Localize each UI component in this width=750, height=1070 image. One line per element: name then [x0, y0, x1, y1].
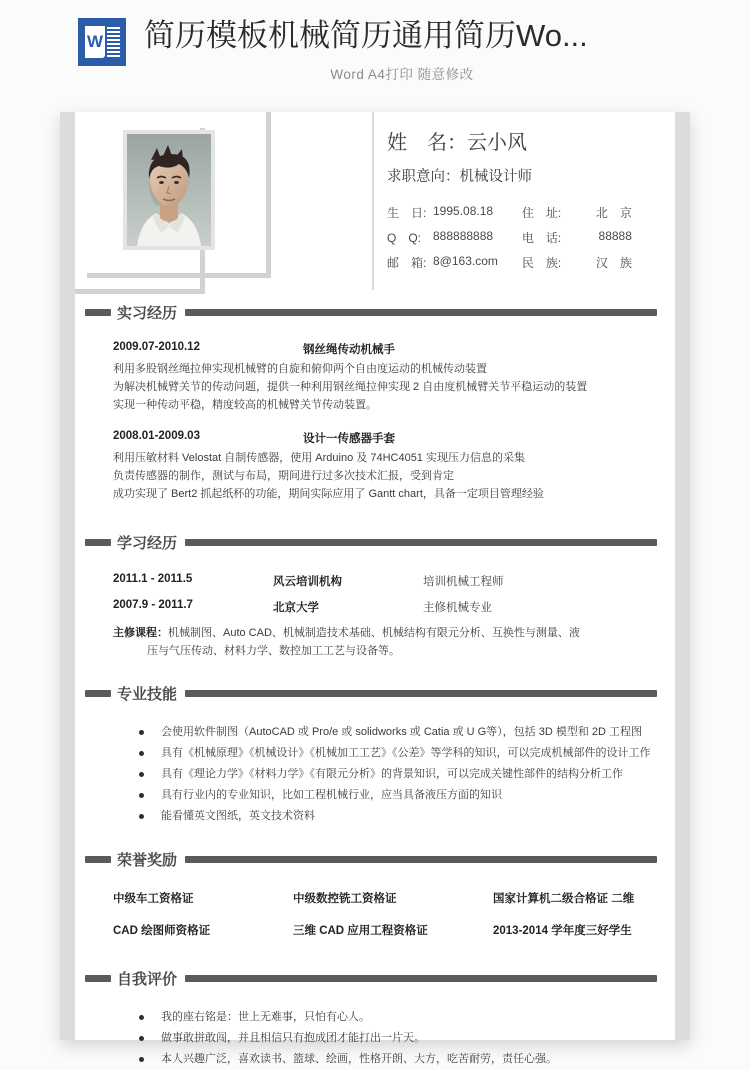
birthday-label: 生 日:: [387, 206, 427, 220]
education-row: [113, 599, 653, 615]
section-title: 专业技能: [117, 685, 178, 703]
list-item: 具有行业内的专业知识，比如工程机械行业，应当具备液压方面的知识: [139, 785, 653, 806]
courses-line-1: 机械制图、Auto CAD、机械制造技术基础、机械结构有限元分析、互换性与测量、液: [168, 626, 580, 639]
list-item: 具有《机械原理》《机械设计》《机械加工工艺》《公差》等学科的知识，可以完成机械部件的设计工作: [139, 743, 653, 764]
experience-item: [113, 341, 653, 414]
spacer: [75, 553, 675, 573]
courses-label: 主修课程：: [113, 626, 168, 639]
education-date: 2007.9 - 2011.7: [113, 598, 193, 611]
experience-line: 成功实现了 Bert2 抓起纸杯的功能，期间实际应用了 Gantt chart，具备一定项目管理经验: [113, 488, 544, 501]
experience-role: 设计一传感器手套: [303, 433, 395, 446]
section-body-honors: [75, 890, 675, 938]
honor-cell: CAD 绘图师资格证: [113, 925, 211, 938]
section-bar: [185, 975, 657, 982]
section-bar: [185, 309, 657, 316]
education-major: 主修机械专业: [423, 601, 492, 614]
list-item: 具有《理论力学》《材料力学》《有限元分析》的背景知识，可以完成关键性部件的结构分析工作: [139, 764, 653, 785]
section-education: [75, 532, 675, 661]
name-label: 姓 名：: [387, 132, 467, 154]
honors-row: [113, 890, 653, 906]
word-icon-lines: [107, 27, 120, 57]
section-body-education: [75, 573, 675, 661]
section-dash-icon: [85, 309, 111, 316]
list-item: 本人兴趣广泛，喜欢读书、篮球、绘画，性格开朗、大方，吃苦耐劳，责任心强。: [139, 1049, 653, 1070]
profile-photo: [123, 130, 215, 250]
personal-info-block: [387, 126, 667, 279]
experience-line: 利用多股钢丝绳拉伸实现机械臂的自旋和俯仰两个自由度运动的机械传动装置: [113, 363, 487, 375]
ethnicity-value: 汉 族: [595, 256, 632, 270]
spacer: [75, 989, 675, 1007]
section-header-internship: [75, 302, 675, 323]
spacer: [75, 661, 675, 683]
section-header-self-evaluation: [75, 968, 675, 989]
objective-value: 机械设计师: [459, 169, 532, 185]
titlebar: [0, 0, 750, 112]
contact-table: [387, 204, 632, 279]
title-text-group: [144, 18, 750, 83]
section-bar: [185, 539, 657, 546]
experience-heading: [113, 341, 653, 357]
education-date: 2011.1 - 2011.5: [113, 572, 193, 585]
education-major: 培训机械工程师: [423, 575, 504, 588]
education-org: 北京大学: [273, 601, 319, 614]
ethnicity-label: 民 族:: [521, 256, 562, 270]
phone-value: 88888: [598, 229, 632, 243]
address-label: 住 址:: [521, 206, 562, 220]
education-row: [113, 573, 653, 589]
section-title: 自我评价: [117, 971, 178, 989]
phone-label: 电 话:: [521, 231, 562, 245]
experience-line: 为解决机械臂关节的传动问题，提供一种利用钢丝绳拉伸实现 2 自由度机械臂关节平稳运动的装置: [113, 380, 588, 393]
name-row: [387, 126, 667, 155]
section-title: 荣誉奖励: [117, 852, 178, 870]
spacer: [75, 870, 675, 890]
list-item: 做事敢拼敢闯，并且相信只有抱成团才能打出一片天。: [139, 1028, 653, 1049]
header-divider: [372, 112, 374, 290]
email-label: 邮 箱:: [387, 256, 427, 270]
section-honors: [75, 849, 675, 938]
list-item: 会使用软件制图（AutoCAD 或 Pro/e 或 solidworks 或 Catia 或 U G等），包括 3D 模型和 2D 工程图: [139, 722, 653, 743]
spacer: [75, 704, 675, 722]
section-internship: [75, 302, 675, 504]
section-header-honors: [75, 849, 675, 870]
address-value: 北 京: [595, 206, 632, 220]
section-dash-icon: [85, 975, 111, 982]
section-body-skills: [75, 722, 675, 828]
spacer: [75, 506, 675, 532]
section-self-evaluation: [75, 968, 675, 1070]
qq-label: Q Q:: [387, 231, 422, 245]
experience-date: 2008.01-2009.03: [113, 430, 200, 443]
section-skills: [75, 683, 675, 828]
honor-cell: 2013-2014 学年度三好学生: [493, 925, 632, 938]
section-title: 实习经历: [117, 305, 178, 322]
spacer: [75, 827, 675, 849]
name-value: 云小风: [467, 132, 527, 154]
honor-cell: 国家计算机二级合格证 二维: [493, 893, 635, 906]
objective-label: 求职意向：: [387, 169, 460, 185]
spacer: [75, 323, 675, 341]
section-body-self-evaluation: [75, 1007, 675, 1070]
skills-list: [113, 722, 653, 828]
birthday-value: 1995.08.18: [433, 204, 494, 218]
page-sheet-frame: [60, 112, 690, 1066]
experience-line: 负责传感器的制作，测试与布局，期间进行过多次技术汇报，受到肯定: [113, 470, 454, 483]
section-bar: [185, 690, 657, 697]
list-item: 能看懂英文图纸，英文技术资料: [139, 806, 653, 827]
experience-line: 实现一种传动平稳，精度较高的机械臂关节传动装置。: [113, 398, 377, 411]
section-header-education: [75, 532, 675, 553]
education-org: 风云培训机构: [273, 575, 342, 588]
section-dash-icon: [85, 690, 111, 697]
document-title: 简历模板机械简历通用简历Wo...: [144, 18, 588, 53]
qq-value: 888888888: [433, 229, 494, 243]
honor-cell: 中级数控铣工资格证: [293, 893, 397, 906]
courses-line-2: 压与气压传动、材料力学、数控加工工艺与设备等。: [147, 644, 400, 657]
resume-header: [75, 112, 675, 302]
list-item: 我的座右铭是：世上无难事，只怕有心人。: [139, 1007, 653, 1028]
profile-photo-image: [127, 134, 211, 246]
word-icon-page: [85, 26, 105, 58]
self-evaluation-list: [113, 1007, 653, 1070]
contact-row-email: [387, 254, 632, 279]
section-title: 学习经历: [117, 534, 178, 552]
experience-heading: [113, 430, 653, 446]
spacer: [75, 954, 675, 968]
honor-cell: 三维 CAD 应用工程资格证: [293, 925, 428, 938]
word-document-icon: [78, 18, 126, 66]
section-header-skills: [75, 683, 675, 704]
contact-row-birthday: [387, 204, 632, 229]
document-subtitle: Word A4打印 随意修改: [330, 66, 474, 82]
section-body-internship: [75, 341, 675, 504]
experience-line: 利用压敏材料 Velostat 自制传感器，使用 Arduino 及 74HC4051 实现压力信息的采集: [113, 452, 525, 465]
courses-block: [113, 625, 653, 661]
experience-item: [113, 430, 653, 503]
email-value: 8@163.com: [433, 254, 498, 268]
experience-role: 钢丝绳传动机械手: [303, 344, 395, 356]
section-dash-icon: [85, 856, 111, 863]
experience-date: 2009.07-2010.12: [113, 341, 200, 353]
honor-cell: 中级车工资格证: [113, 893, 194, 906]
resume-page: [75, 112, 675, 1066]
objective-row: [387, 165, 667, 186]
spacer: [113, 416, 653, 430]
contact-row-qq: [387, 229, 632, 254]
section-dash-icon: [85, 539, 111, 546]
honors-row: [113, 922, 653, 938]
section-bar: [185, 856, 657, 863]
